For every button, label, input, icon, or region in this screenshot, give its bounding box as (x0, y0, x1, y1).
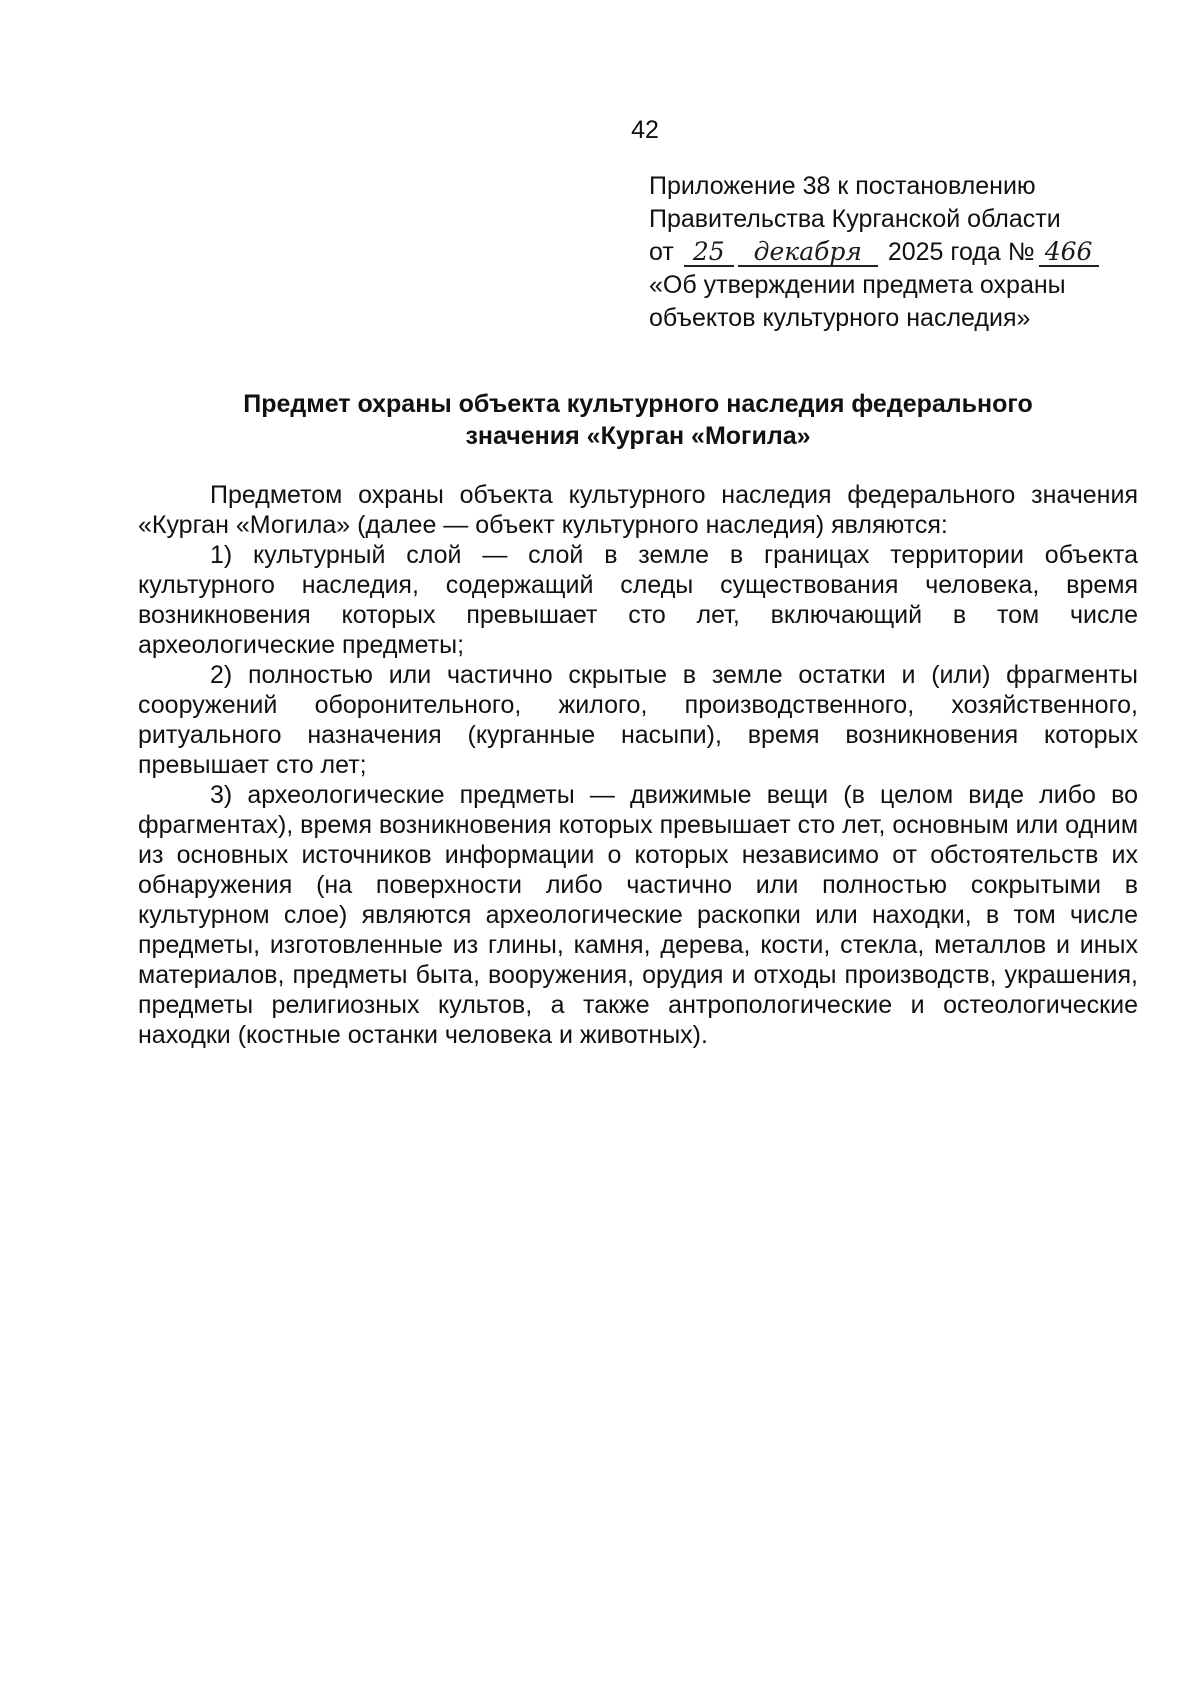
list-item-3: 3) археологические предметы — движимые вещи (в целом виде либо во фрагментах), время возникновения которых превышает сто лет, основным или одним из основных источников информации о которых независимо от обстоятельств их обнаружения (на поверхности либо частично или полностью сокрытыми в культурном слое) являются археологические раскопки или находки, в том числе предметы, изготовленные из глины, камня, дерева, кости, стекла, металлов и иных материалов, предметы быта, вооружения, орудия и отходы производств, украшения, предметы религиозных культов, а также антропологические и остеологические находки (костные останки человека и животных). (138, 781, 1139, 1049)
approval-block (649, 170, 1149, 335)
approval-line-appendix: Приложение 38 к постановлению (649, 172, 1036, 200)
approval-line-government: Правительства Курганской области (649, 205, 1061, 233)
intro-paragraph: Предметом охраны объекта культурного наследия федерального значения «Курган «Могила» (далее — объект культурного наследия) являются: (138, 481, 1138, 539)
document-title (138, 388, 1138, 452)
document-body (138, 480, 1138, 1050)
page-number: 42 (631, 116, 659, 144)
date-prefix: от (649, 238, 674, 266)
approval-line-about: «Об утверждении предмета охраны (649, 271, 1066, 299)
handwritten-day: 25 (684, 239, 734, 267)
handwritten-doc-number: 466 (1039, 239, 1099, 267)
approval-line-date (649, 236, 1149, 269)
title-line-1: Предмет охраны объекта культурного наследия федерального (243, 390, 1033, 418)
list-item-2: 2) полностью или частично скрытые в земле остатки и (или) фрагменты сооружений оборонительного, жилого, производственного, хозяйственного, ритуального назначения (курганные насыпи), время возникновения которых превышает сто лет; (138, 661, 1138, 779)
list-item-1: 1) культурный слой — слой в земле в границах территории объекта культурного наследия, содержащий следы существования человека, время возникновения которых превышает сто лет, включающий в том числе археологические предметы; (138, 541, 1138, 659)
date-year-text: 2025 года № (887, 238, 1035, 266)
title-line-2: значения «Курган «Могила» (465, 422, 811, 450)
approval-line-objects: объектов культурного наследия» (649, 304, 1031, 332)
handwritten-month: декабря (738, 239, 878, 267)
